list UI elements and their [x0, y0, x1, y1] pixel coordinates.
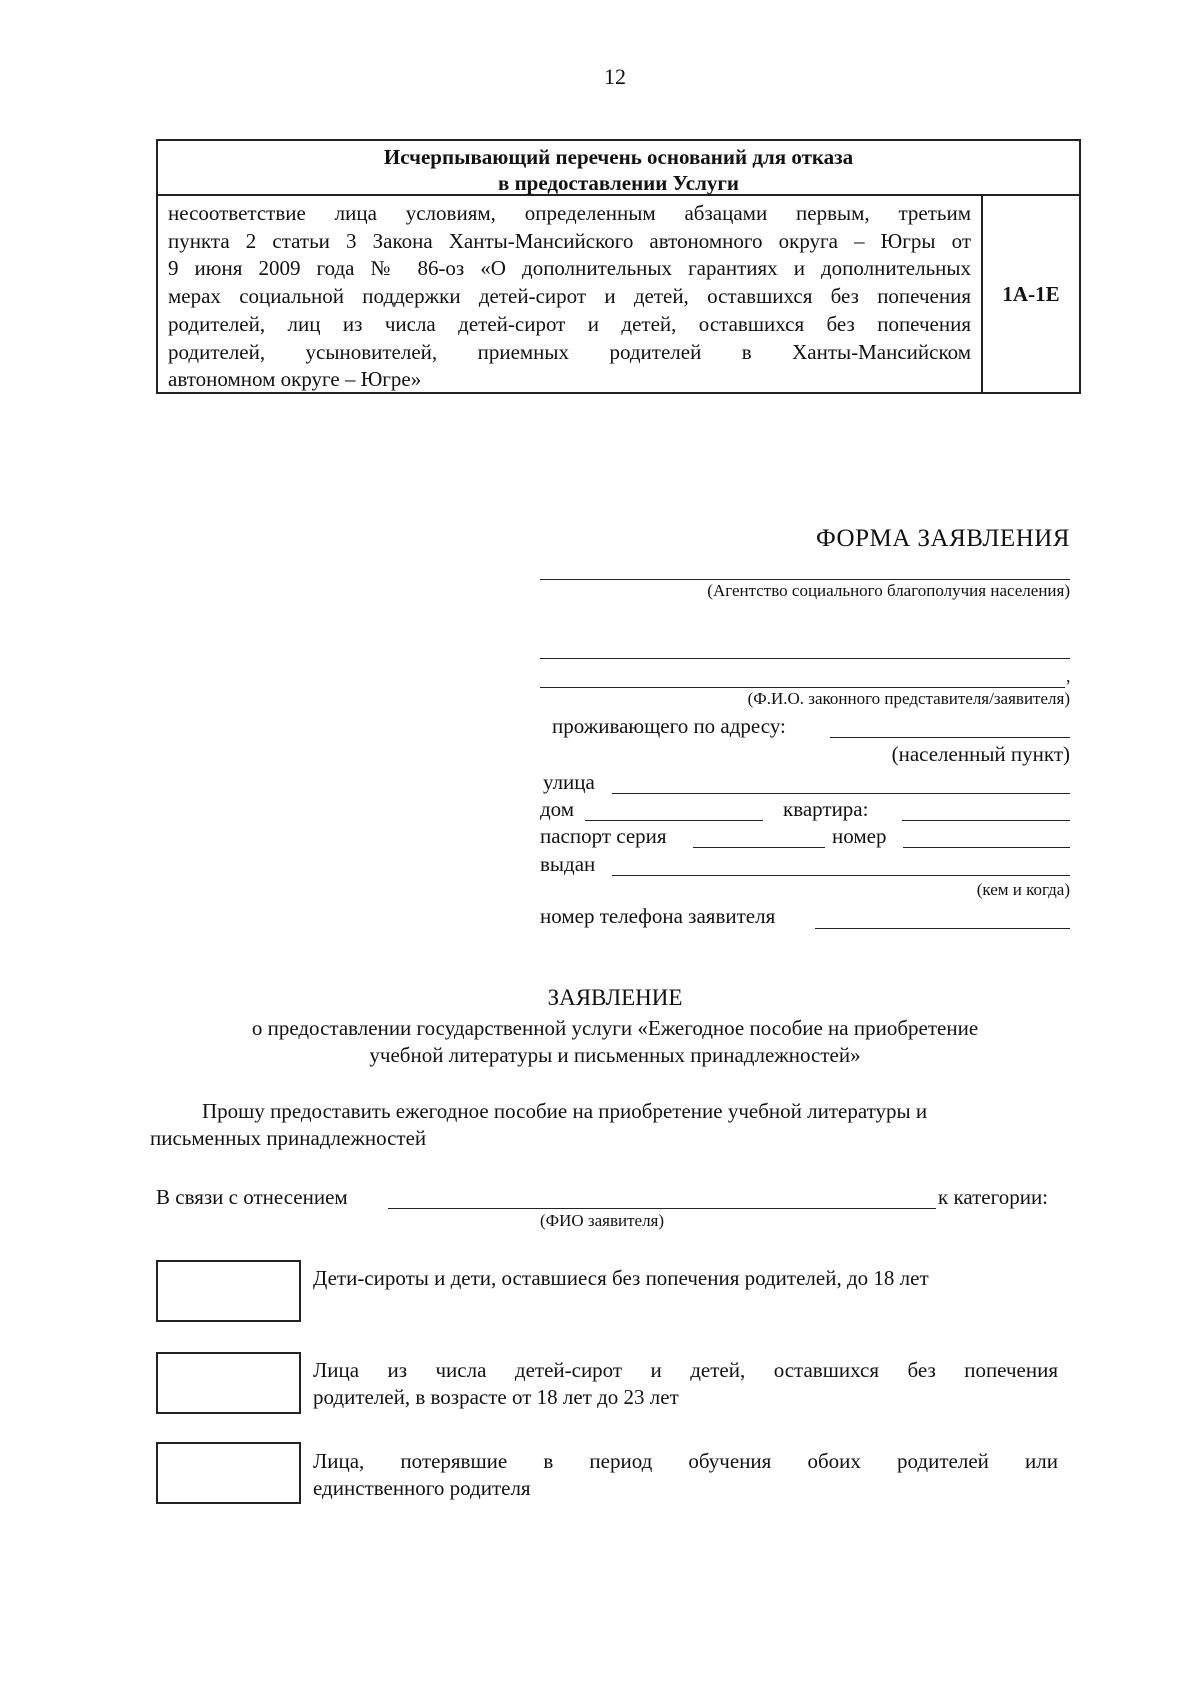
- agency-caption: (Агентство социального благополучия населения): [707, 581, 1070, 600]
- phone-line[interactable]: [815, 928, 1070, 929]
- page-number: 12: [604, 64, 626, 89]
- category-checkbox-orphans-under-18[interactable]: [156, 1260, 301, 1322]
- category-label-orphans-18-23: [313, 1357, 1058, 1411]
- category-checkbox-lost-parents[interactable]: [156, 1442, 301, 1504]
- address-label: проживающего по адресу:: [552, 714, 786, 738]
- category-label-orphans-under-18: [313, 1265, 1058, 1292]
- passport-number-label: номер: [832, 824, 887, 848]
- ground-line: автономном округе – Югре»: [168, 367, 422, 392]
- request-line: Прошу предоставить ежегодное пособие на приобретение учебной литературы и: [202, 1099, 928, 1123]
- ground-line: родителей, усыновителей, приемных родителей в Ханты-Мансийском: [168, 339, 971, 364]
- name-caption: (Ф.И.О. законного представителя/заявителя): [747, 689, 1070, 708]
- street-label: улица: [543, 770, 595, 794]
- settlement-caption: (населенный пункт): [891, 742, 1070, 766]
- issued-label: выдан: [540, 852, 596, 876]
- house-line[interactable]: [585, 820, 763, 821]
- category-label-lost-parents: [313, 1448, 1058, 1502]
- table-header-line1: Исчерпывающий перечень оснований для отказа: [383, 145, 854, 169]
- table-header-line2: в предоставлении Услуги: [497, 171, 740, 195]
- passport-number-line[interactable]: [903, 847, 1070, 848]
- name-comma: ,: [1066, 666, 1071, 686]
- applicant-name-line-1[interactable]: [540, 658, 1070, 659]
- category-line: Лица из числа детей-сирот и детей, оставшихся без попечения: [313, 1358, 1058, 1382]
- form-title: ФОРМА ЗАЯВЛЕНИЯ: [815, 525, 1070, 552]
- street-line[interactable]: [612, 793, 1070, 794]
- applicant-name-line-2[interactable]: [540, 687, 1065, 688]
- agency-line[interactable]: [540, 579, 1070, 580]
- phone-label: номер телефона заявителя: [540, 904, 776, 928]
- house-label: дом: [540, 797, 575, 821]
- category-line: Дети-сироты и дети, оставшиеся без попечения родителей, до 18 лет: [313, 1266, 929, 1290]
- passport-series-label: паспорт серия: [540, 824, 667, 848]
- category-line: родителей, в возрасте от 18 лет до 23 лет: [313, 1385, 679, 1409]
- table-row: [158, 196, 1079, 392]
- address-line[interactable]: [830, 737, 1070, 738]
- refusal-ground-code: 1А-1Е: [1002, 281, 1060, 306]
- fio-caption: (ФИО заявителя): [540, 1211, 665, 1230]
- table-header: [158, 141, 1079, 196]
- request-line: письменных принадлежностей: [150, 1126, 427, 1150]
- ground-line: пункта 2 статьи 3 Закона Ханты-Мансийского автономного округа – Югры от: [168, 228, 971, 253]
- subtitle-line: о предоставлении государственной услуги «Ежегодное пособие на приобретение: [251, 1016, 979, 1040]
- category-line: единственного родителя: [313, 1476, 531, 1500]
- applicant-fio-line[interactable]: [388, 1208, 936, 1209]
- apartment-label: квартира:: [783, 797, 869, 821]
- ground-line: несоответствие лица условиям, определенным абзацами первым, третьим: [168, 201, 971, 225]
- issued-caption: (кем и когда): [976, 880, 1070, 899]
- ground-line: родителей, лиц из числа детей-сирот и детей, оставшихся без попечения: [168, 311, 971, 336]
- refusal-ground-text: [158, 196, 983, 392]
- ground-line: 9 июня 2009 года № 86-оз «О дополнительных гарантиях и дополнительных: [168, 256, 971, 281]
- relation-label: В связи с отнесением: [156, 1185, 348, 1209]
- statement-subtitle: [160, 1015, 1070, 1069]
- category-label: к категории:: [938, 1185, 1049, 1209]
- apartment-line[interactable]: [902, 820, 1070, 821]
- subtitle-line: учебной литературы и письменных принадлежностей»: [369, 1043, 861, 1067]
- issued-line[interactable]: [612, 875, 1070, 876]
- refusal-grounds-table: [156, 139, 1081, 394]
- ground-line: мерах социальной поддержки детей-сирот и детей, оставшихся без попечения: [168, 284, 971, 309]
- category-line: Лица, потерявшие в период обучения обоих родителей или: [313, 1449, 1058, 1473]
- category-checkbox-orphans-18-23[interactable]: [156, 1352, 301, 1414]
- statement-title: ЗАЯВЛЕНИЕ: [547, 985, 683, 1010]
- request-text: [150, 1098, 1056, 1152]
- passport-series-line[interactable]: [693, 847, 825, 848]
